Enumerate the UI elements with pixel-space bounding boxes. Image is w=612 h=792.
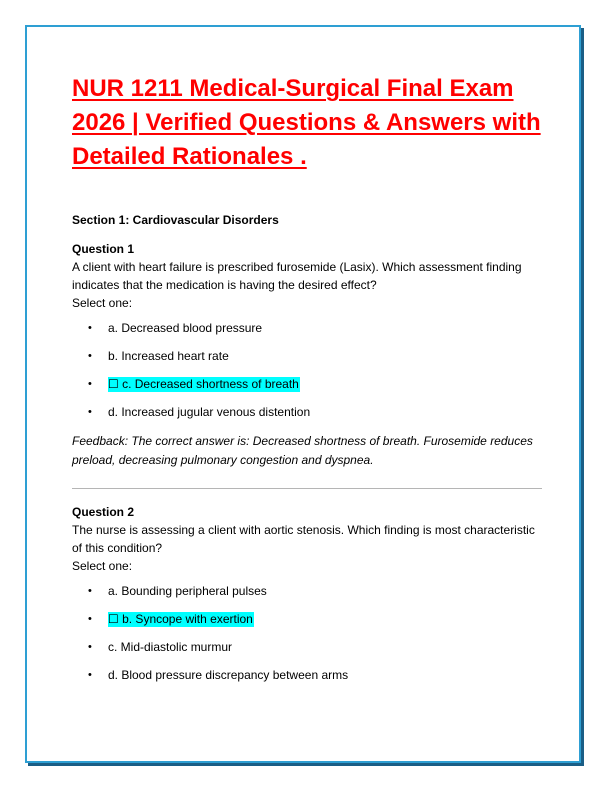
document-title: NUR 1211 Medical-Surgical Final Exam 2026 | Verified Questions & Answers with Detailed Rationales . xyxy=(72,75,541,170)
question-prompt: Select one: xyxy=(72,296,133,310)
question-1 xyxy=(72,240,542,470)
option-text: ☐ c. Decreased shortness of breath xyxy=(108,377,299,391)
question-prompt: Select one: xyxy=(72,559,133,573)
options-list xyxy=(72,320,542,421)
option-b-correct[interactable] xyxy=(72,611,542,628)
option-text: c. Mid-diastolic murmur xyxy=(108,640,233,654)
question-label: Question 2 xyxy=(72,505,135,519)
document-body xyxy=(72,72,542,695)
section-title: Section 1: Cardiovascular Disorders xyxy=(72,213,279,227)
feedback-text: Feedback: The correct answer is: Decreased shortness of breath. Furosemide reduces preload, decreasing pulmonary congestion and dyspnea. xyxy=(72,434,533,467)
option-d[interactable] xyxy=(72,404,542,421)
option-text: ☐ b. Syncope with exertion xyxy=(108,612,253,626)
divider xyxy=(72,488,542,489)
option-c-correct[interactable] xyxy=(72,376,542,393)
option-text: a. Bounding peripheral pulses xyxy=(108,584,267,598)
question-2 xyxy=(72,503,542,684)
option-text: d. Blood pressure discrepancy between arms xyxy=(108,668,349,682)
option-text: a. Decreased blood pressure xyxy=(108,321,263,335)
options-list xyxy=(72,583,542,684)
option-a[interactable] xyxy=(72,583,542,600)
option-c[interactable] xyxy=(72,639,542,656)
question-label: Question 1 xyxy=(72,242,135,256)
option-d[interactable] xyxy=(72,667,542,684)
question-text: A client with heart failure is prescribed furosemide (Lasix). Which assessment finding indicates that the medication is having the desired effect? xyxy=(72,260,522,292)
option-a[interactable] xyxy=(72,320,542,337)
option-text: b. Increased heart rate xyxy=(108,349,229,363)
question-text: The nurse is assessing a client with aortic stenosis. Which finding is most characteristic of this condition? xyxy=(72,523,535,555)
option-b[interactable] xyxy=(72,348,542,365)
option-text: d. Increased jugular venous distention xyxy=(108,405,311,419)
